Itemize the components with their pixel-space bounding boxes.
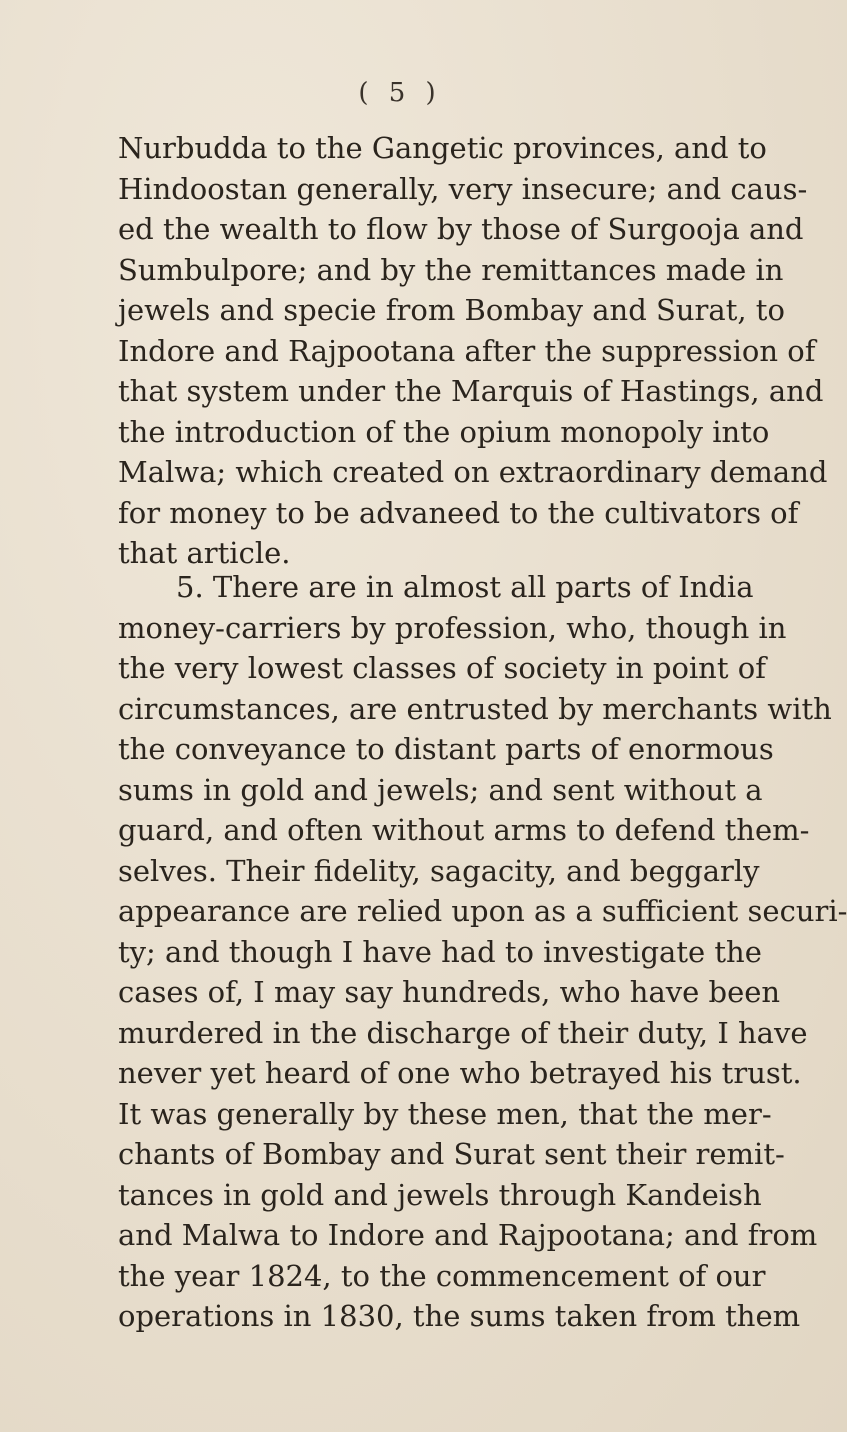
text-line: Sumbulpore; and by the remittances made in xyxy=(118,252,784,287)
text-line: ed the wealth to flow by those of Surgooja and xyxy=(118,212,804,246)
text-line: 5. There are in almost all parts of India xyxy=(176,570,754,604)
text-line: for money to be advaneed to the cultivators of xyxy=(118,495,799,530)
paragraph-continuation xyxy=(118,128,828,574)
text-line: chants of Bombay and Surat sent their remit- xyxy=(118,1137,785,1171)
text-line: circumstances, are entrusted by merchants with xyxy=(118,691,832,726)
text-line: jewels and specie from Bombay and Surat, to xyxy=(118,293,785,327)
text-line: murdered in the discharge of their duty, I have xyxy=(118,1015,808,1050)
text-line: never yet heard of one who betrayed his trust. xyxy=(118,1056,802,1090)
text-line: that system under the Marquis of Hastings, and xyxy=(118,374,824,408)
text-line: Nurbudda to the Gangetic provinces, and to xyxy=(118,131,767,165)
text-line: that article. xyxy=(118,536,291,570)
text-line: selves. Their fidelity, sagacity, and beggarly xyxy=(118,853,760,888)
text-line: the introduction of the opium monopoly into xyxy=(118,414,770,449)
text-line: the very lowest classes of society in point of xyxy=(118,651,766,685)
text-line: operations in 1830, the sums taken from them xyxy=(118,1299,801,1333)
text-line: Hindoostan generally, very insecure; and caus- xyxy=(118,171,808,206)
text-line: Indore and Rajpootana after the suppression of xyxy=(118,333,816,368)
text-line: tances in gold and jewels through Kandeish xyxy=(118,1177,762,1212)
text-line: Malwa; which created on extraordinary demand xyxy=(118,455,828,489)
paragraph-5 xyxy=(118,567,847,1337)
text-line: and Malwa to Indore and Rajpootana; and from xyxy=(118,1218,818,1252)
text-line: It was generally by these men, that the mer- xyxy=(118,1096,772,1131)
text-line: appearance are relied upon as a sufficient securi- xyxy=(118,894,847,928)
text-line: money-carriers by profession, who, though in xyxy=(118,610,787,645)
text-line: sums in gold and jewels; and sent without a xyxy=(118,772,763,807)
text-line: the year 1824, to the commencement of our xyxy=(118,1258,766,1293)
text-line: the conveyance to distant parts of enormous xyxy=(118,732,774,766)
text-line: guard, and often without arms to defend them- xyxy=(118,813,810,847)
page-number: ( 5 ) xyxy=(358,78,442,108)
text-line: ty; and though I have had to investigate the xyxy=(118,934,762,969)
text-line: cases of, I may say hundreds, who have been xyxy=(118,975,781,1009)
